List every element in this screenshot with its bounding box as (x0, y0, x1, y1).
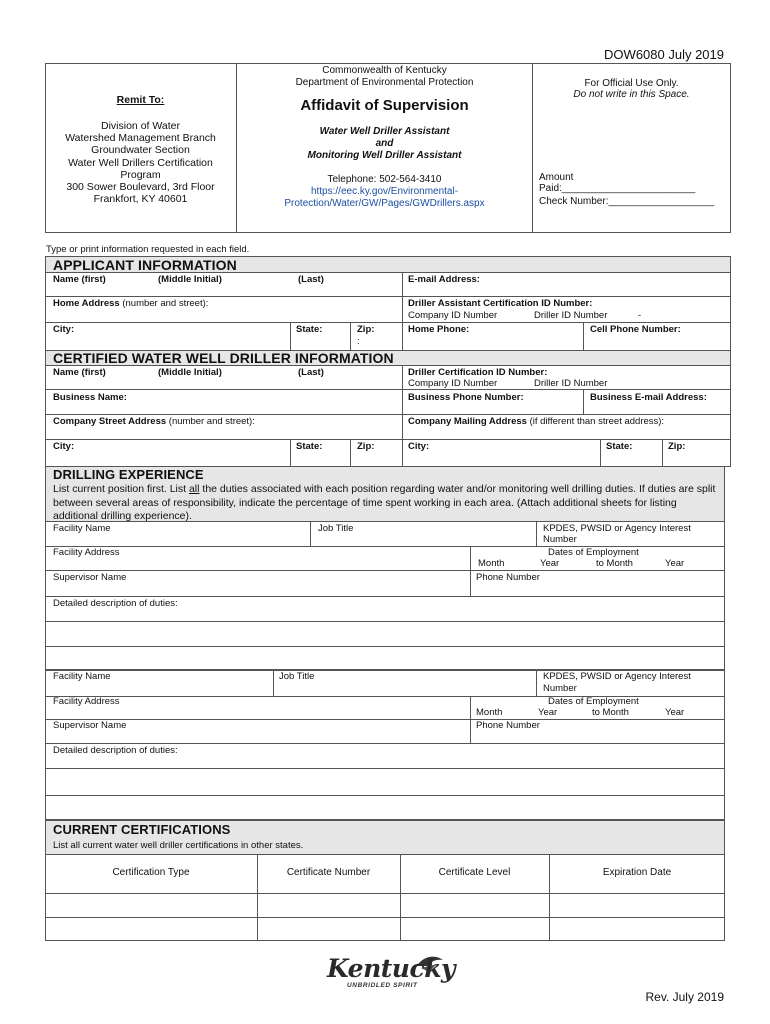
instructions: Type or print information requested in each field. (46, 244, 250, 255)
id-dash: - (638, 310, 642, 321)
official-use-box (533, 64, 730, 232)
applicant-first-name-label: Name (first) (53, 274, 106, 285)
col-certificate-level: Certificate Level (438, 867, 511, 878)
to-month-label-1: to Month (596, 558, 633, 569)
company-mailing-note: (if different than street address): (526, 416, 665, 427)
applicant-heading: APPLICANT INFORMATION (53, 257, 237, 273)
dates-label-2: Dates of Employment (548, 696, 639, 707)
driller-state-label: State: (296, 441, 323, 452)
year2-label-1: Year (665, 558, 685, 569)
applicant-zip-label: Zip: (357, 324, 375, 335)
remit-line: Program (120, 168, 161, 181)
subtitle-3: Monitoring Well Driller Assistant (307, 150, 462, 161)
driller-cert-id-label: Driller Certification ID Number: (408, 367, 548, 378)
dates-label-1: Dates of Employment (548, 547, 639, 558)
remit-line: Watershed Management Branch (65, 132, 216, 145)
supervisor-label-2: Supervisor Name (53, 720, 127, 731)
kpdes-label-2: KPDES, PWSID or Agency Interest (543, 671, 691, 682)
certifications-heading: CURRENT CERTIFICATIONS (53, 822, 231, 837)
facility-address-label-1: Facility Address (53, 547, 120, 558)
driller-heading: CERTIFIED WATER WELL DRILLER INFORMATION (53, 350, 394, 366)
col-expiration-date: Expiration Date (602, 867, 672, 878)
driller-middle-label: (Middle Initial) (158, 367, 222, 378)
remit-line: Frankfort, KY 40601 (93, 193, 188, 206)
job-title-label-1: Job Title (318, 523, 354, 534)
logo-word: Kentucky (327, 954, 456, 983)
subtitle-1: Water Well Driller Assistant (319, 126, 450, 137)
company-mailing-bold: Company Mailing Address (408, 416, 527, 427)
amount-paid-field: Amount Paid:________________________ (539, 172, 696, 194)
business-email-label: Business E-mail Address: (590, 392, 707, 403)
experience-instructions (53, 483, 717, 524)
driller-city-label: City: (53, 441, 75, 452)
remit-block (45, 94, 236, 205)
col-certificate-number: Certificate Number (286, 867, 371, 878)
home-phone-label: Home Phone: (408, 324, 470, 335)
telephone: Telephone: 502-564-3410 (327, 174, 442, 185)
supervisor-label-1: Supervisor Name (53, 572, 127, 583)
phone-label-1: Phone Number (476, 572, 540, 583)
year-label-2: Year (538, 707, 558, 718)
remit-label: Remit To: (116, 94, 165, 106)
exp-text-b: the duties associated with each position regarding water and/or monitoring well drilling duties. If duties are split between several areas of responsibility, indicate the percentage of time spent working in each area. (Attach additional sheets for listing additional drilling experience). (53, 483, 716, 522)
department-name: Department of Environmental Protection (295, 77, 474, 88)
agency-name: Commonwealth of Kentucky (322, 65, 447, 76)
cell-phone-label: Cell Phone Number: (590, 324, 681, 335)
applicant-last-label: (Last) (298, 274, 324, 285)
logo-tagline: UNBRIDLED SPIRIT (347, 982, 418, 989)
applicant-driller-id-label: Driller ID Number (534, 310, 608, 321)
home-address-label (53, 298, 208, 309)
facility-address-label-2: Facility Address (53, 696, 120, 707)
year-label-1: Year (540, 558, 560, 569)
driller-last-label: (Last) (298, 367, 324, 378)
home-address-bold: Home Address (53, 298, 120, 309)
home-address-note: (number and street): (119, 298, 209, 309)
document-code: DOW6080 July 2019 (604, 47, 724, 62)
facility-name-label-2: Facility Name (53, 671, 111, 682)
job-title-label-2: Job Title (279, 671, 315, 682)
driller-first-name-label: Name (first) (53, 367, 106, 378)
applicant-city-label: City: (53, 324, 75, 335)
check-number-field: Check Number:___________________ (539, 196, 715, 207)
col-certification-type: Certification Type (112, 867, 190, 878)
subtitle-2: and (375, 138, 394, 149)
do-not-write-note: Do not write in this Space. (573, 89, 690, 100)
remit-line: Division of Water (101, 120, 180, 132)
kpdes-number-label-1: Number (543, 534, 577, 545)
applicant-company-id-label: Company ID Number (408, 310, 498, 321)
website-link[interactable]: https://eec.ky.gov/Environmental- (310, 186, 459, 197)
form-title: Affidavit of Supervision (300, 97, 469, 114)
applicant-email-label: E-mail Address: (408, 274, 480, 285)
remit-line: Water Well Drillers Certification (68, 156, 213, 169)
remit-line: 300 Sower Boulevard, 3rd Floor (66, 181, 215, 194)
company-street-label (53, 416, 255, 427)
company-street-bold: Company Street Address (53, 416, 167, 427)
experience-heading: DRILLING EXPERIENCE (53, 467, 204, 482)
mailing-city-label: City: (408, 441, 430, 452)
applicant-middle-label: (Middle Initial) (158, 274, 222, 285)
company-mailing-label (408, 416, 664, 427)
applicant-state-label: State: (296, 324, 323, 335)
mailing-zip-label: Zip: (668, 441, 686, 452)
revision-footer: Rev. July 2019 (645, 990, 724, 1004)
exp-text-all: all (188, 483, 200, 495)
company-street-note: (number and street): (166, 416, 255, 427)
driller-driller-id-label: Driller ID Number (534, 378, 608, 389)
kentucky-logo (325, 952, 456, 996)
duties-label-1: Detailed description of duties: (53, 598, 178, 609)
kpdes-number-label-2: Number (543, 683, 577, 694)
duties-label-2: Detailed description of duties: (53, 745, 178, 756)
business-name-label: Business Name: (53, 392, 127, 403)
driller-company-id-label: Company ID Number (408, 378, 498, 389)
business-phone-label: Business Phone Number: (408, 392, 524, 403)
website-link-cont[interactable]: Protection/Water/GW/Pages/GWDrillers.aspx (284, 198, 485, 209)
zip-colon: : (357, 336, 360, 347)
agency-block (237, 65, 532, 210)
phone-label-2: Phone Number (476, 720, 540, 731)
exp-text-a: List current position first. List (53, 483, 189, 495)
driller-zip-label: Zip: (357, 441, 375, 452)
to-month-label-2: to Month (592, 707, 629, 718)
assistant-id-label: Driller Assistant Certification ID Number: (408, 298, 593, 309)
remit-line: Groundwater Section (91, 144, 190, 157)
official-use-note: For Official Use Only. (584, 78, 679, 89)
mailing-state-label: State: (606, 441, 633, 452)
month-label-1: Month (478, 558, 505, 569)
facility-name-label-1: Facility Name (53, 523, 111, 534)
certifications-instructions: List all current water well driller certifications in other states. (53, 840, 304, 851)
kpdes-label-1: KPDES, PWSID or Agency Interest (543, 523, 691, 534)
month-label-2: Month (476, 707, 503, 718)
year2-label-2: Year (665, 707, 685, 718)
